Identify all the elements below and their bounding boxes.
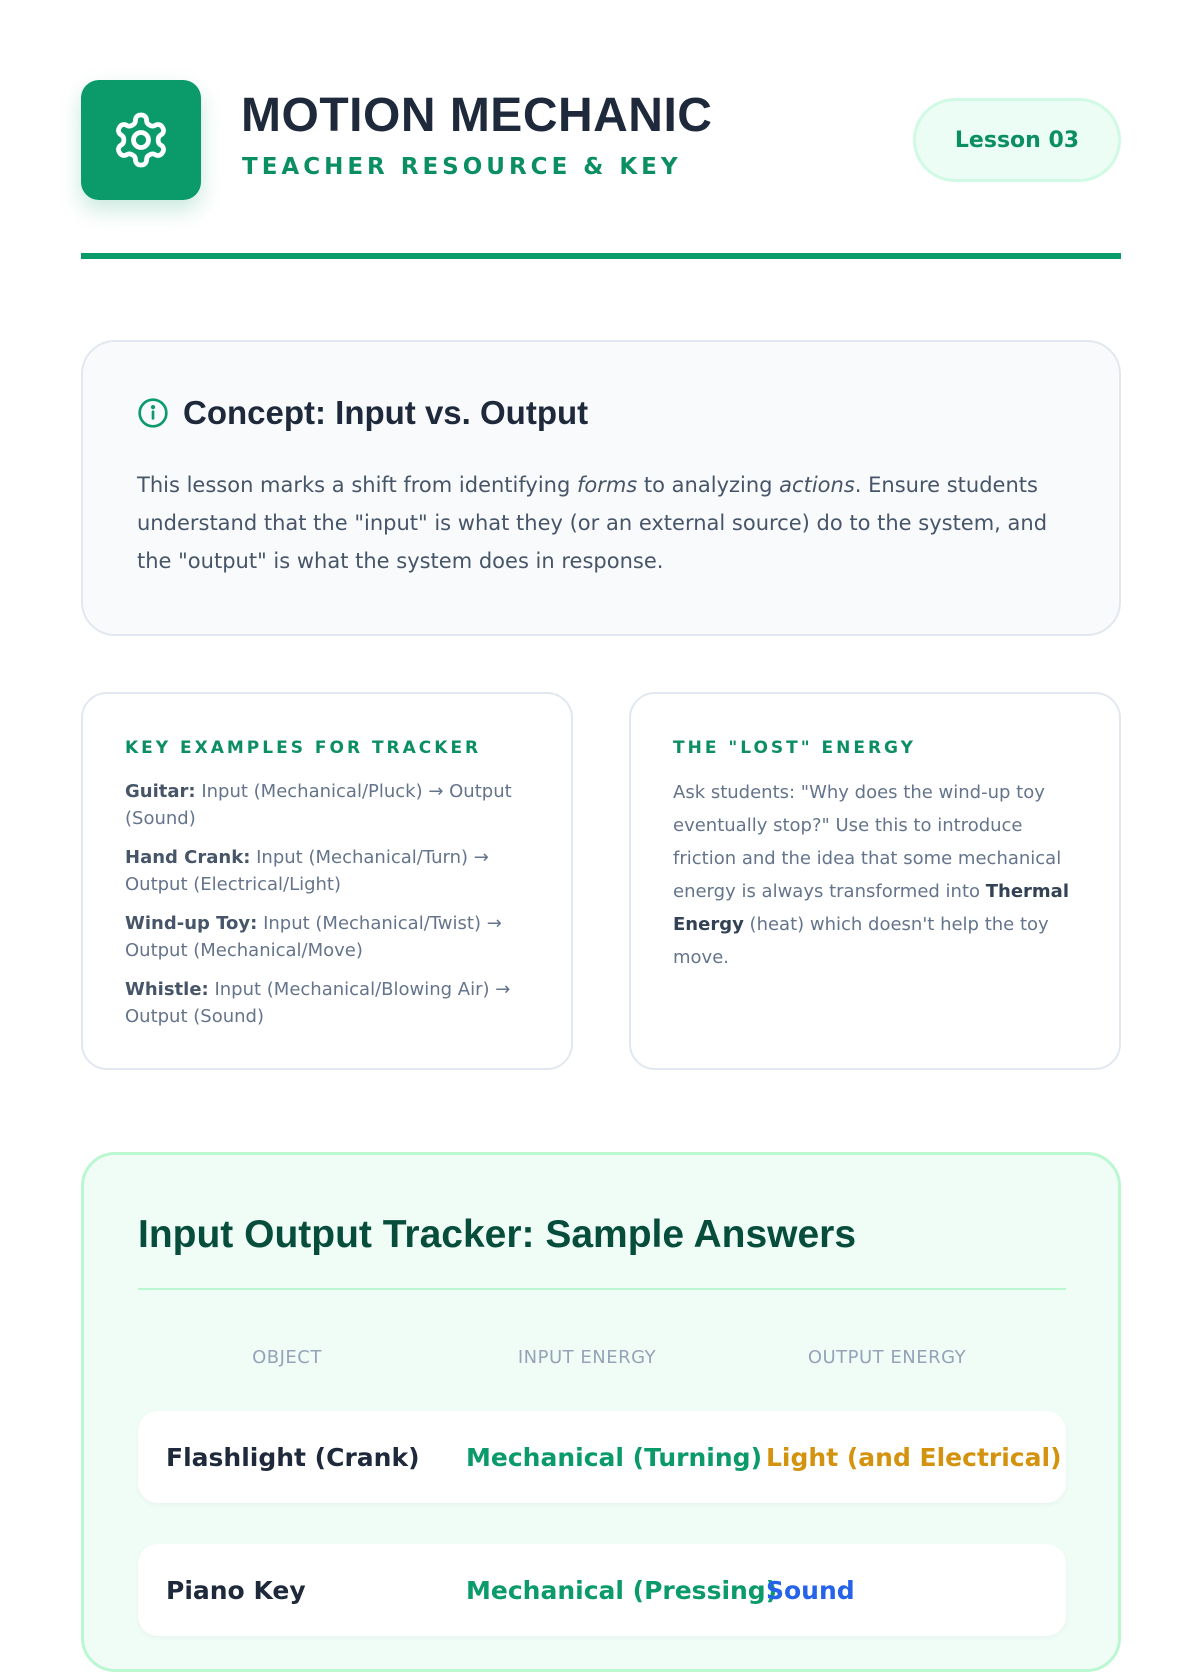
lost-energy-title: THE "LOST" ENERGY: [673, 738, 916, 758]
example-text: Input (Mechanical/Blowing Air) → Output (Sound): [125, 979, 511, 1027]
column-header-input: INPUT ENERGY: [517, 1347, 657, 1368]
concept-text: . Ensure students understand that the "input" is what they (or an external source) do to the system, and the "output" is what the system does in response.: [137, 473, 1048, 573]
lesson-badge: Lesson 03: [913, 98, 1121, 182]
lost-energy-card: [629, 692, 1121, 1070]
logo: [81, 80, 201, 200]
column-header-output: OUTPUT ENERGY: [807, 1347, 967, 1368]
key-examples-card: [81, 692, 573, 1070]
header: [81, 80, 1121, 200]
table-row: [138, 1544, 1066, 1636]
cell-object: Piano Key: [166, 1575, 306, 1605]
key-examples-title: KEY EXAMPLES FOR TRACKER: [125, 738, 482, 758]
table-row: [138, 1411, 1066, 1503]
concept-body: [137, 466, 1077, 580]
example-label: Hand Crank:: [125, 847, 251, 868]
concept-title: Concept: Input vs. Output: [183, 394, 589, 431]
header-divider: [81, 253, 1121, 259]
cell-output: Light (and Electrical): [766, 1442, 1062, 1472]
example-label: Whistle:: [125, 979, 209, 1000]
concept-text: This lesson marks a shift from identifying: [137, 473, 577, 497]
example-text: Input (Mechanical/Pluck) → Output (Sound): [125, 781, 512, 829]
cell-input: Mechanical (Turning): [466, 1442, 762, 1472]
cell-object: Flashlight (Crank): [166, 1442, 420, 1472]
concept-header: [137, 394, 588, 432]
page-subtitle: TEACHER RESOURCE & KEY: [242, 154, 682, 180]
lost-energy-highlight: Thermal Energy: [673, 881, 1069, 935]
cell-input: Mechanical (Pressing): [466, 1575, 778, 1605]
example-item: [125, 844, 535, 898]
tracker-title: Input Output Tracker: Sample Answers: [138, 1213, 857, 1256]
example-item: [125, 778, 535, 832]
example-label: Wind-up Toy:: [125, 913, 258, 934]
column-header-object: OBJECT: [252, 1347, 322, 1368]
tracker-divider: [138, 1288, 1066, 1290]
example-item: [125, 976, 535, 1030]
cell-output: Sound: [766, 1575, 855, 1605]
example-text: Input (Mechanical/Twist) → Output (Mechanical/Move): [125, 913, 502, 961]
info-icon: [137, 397, 169, 429]
example-item: [125, 910, 535, 964]
lost-energy-text: (heat) which doesn't help the toy move.: [673, 914, 1049, 968]
concept-card: [81, 340, 1121, 636]
concept-text: to analyzing: [637, 473, 780, 497]
examples-list: [125, 778, 535, 1042]
page-title: MOTION MECHANIC: [241, 89, 713, 142]
example-label: Guitar:: [125, 781, 196, 802]
lost-energy-body: [673, 776, 1083, 974]
gear-icon: [111, 110, 171, 170]
concept-emphasis: actions: [779, 473, 855, 497]
concept-emphasis: forms: [576, 473, 638, 497]
tracker-card: [81, 1152, 1121, 1672]
example-text: Input (Mechanical/Turn) → Output (Electrical/Light): [125, 847, 489, 895]
lost-energy-text: Ask students: "Why does the wind-up toy eventually stop?" Use this to introduce friction and the idea that some mechanical energy is always transformed into: [673, 782, 1062, 902]
